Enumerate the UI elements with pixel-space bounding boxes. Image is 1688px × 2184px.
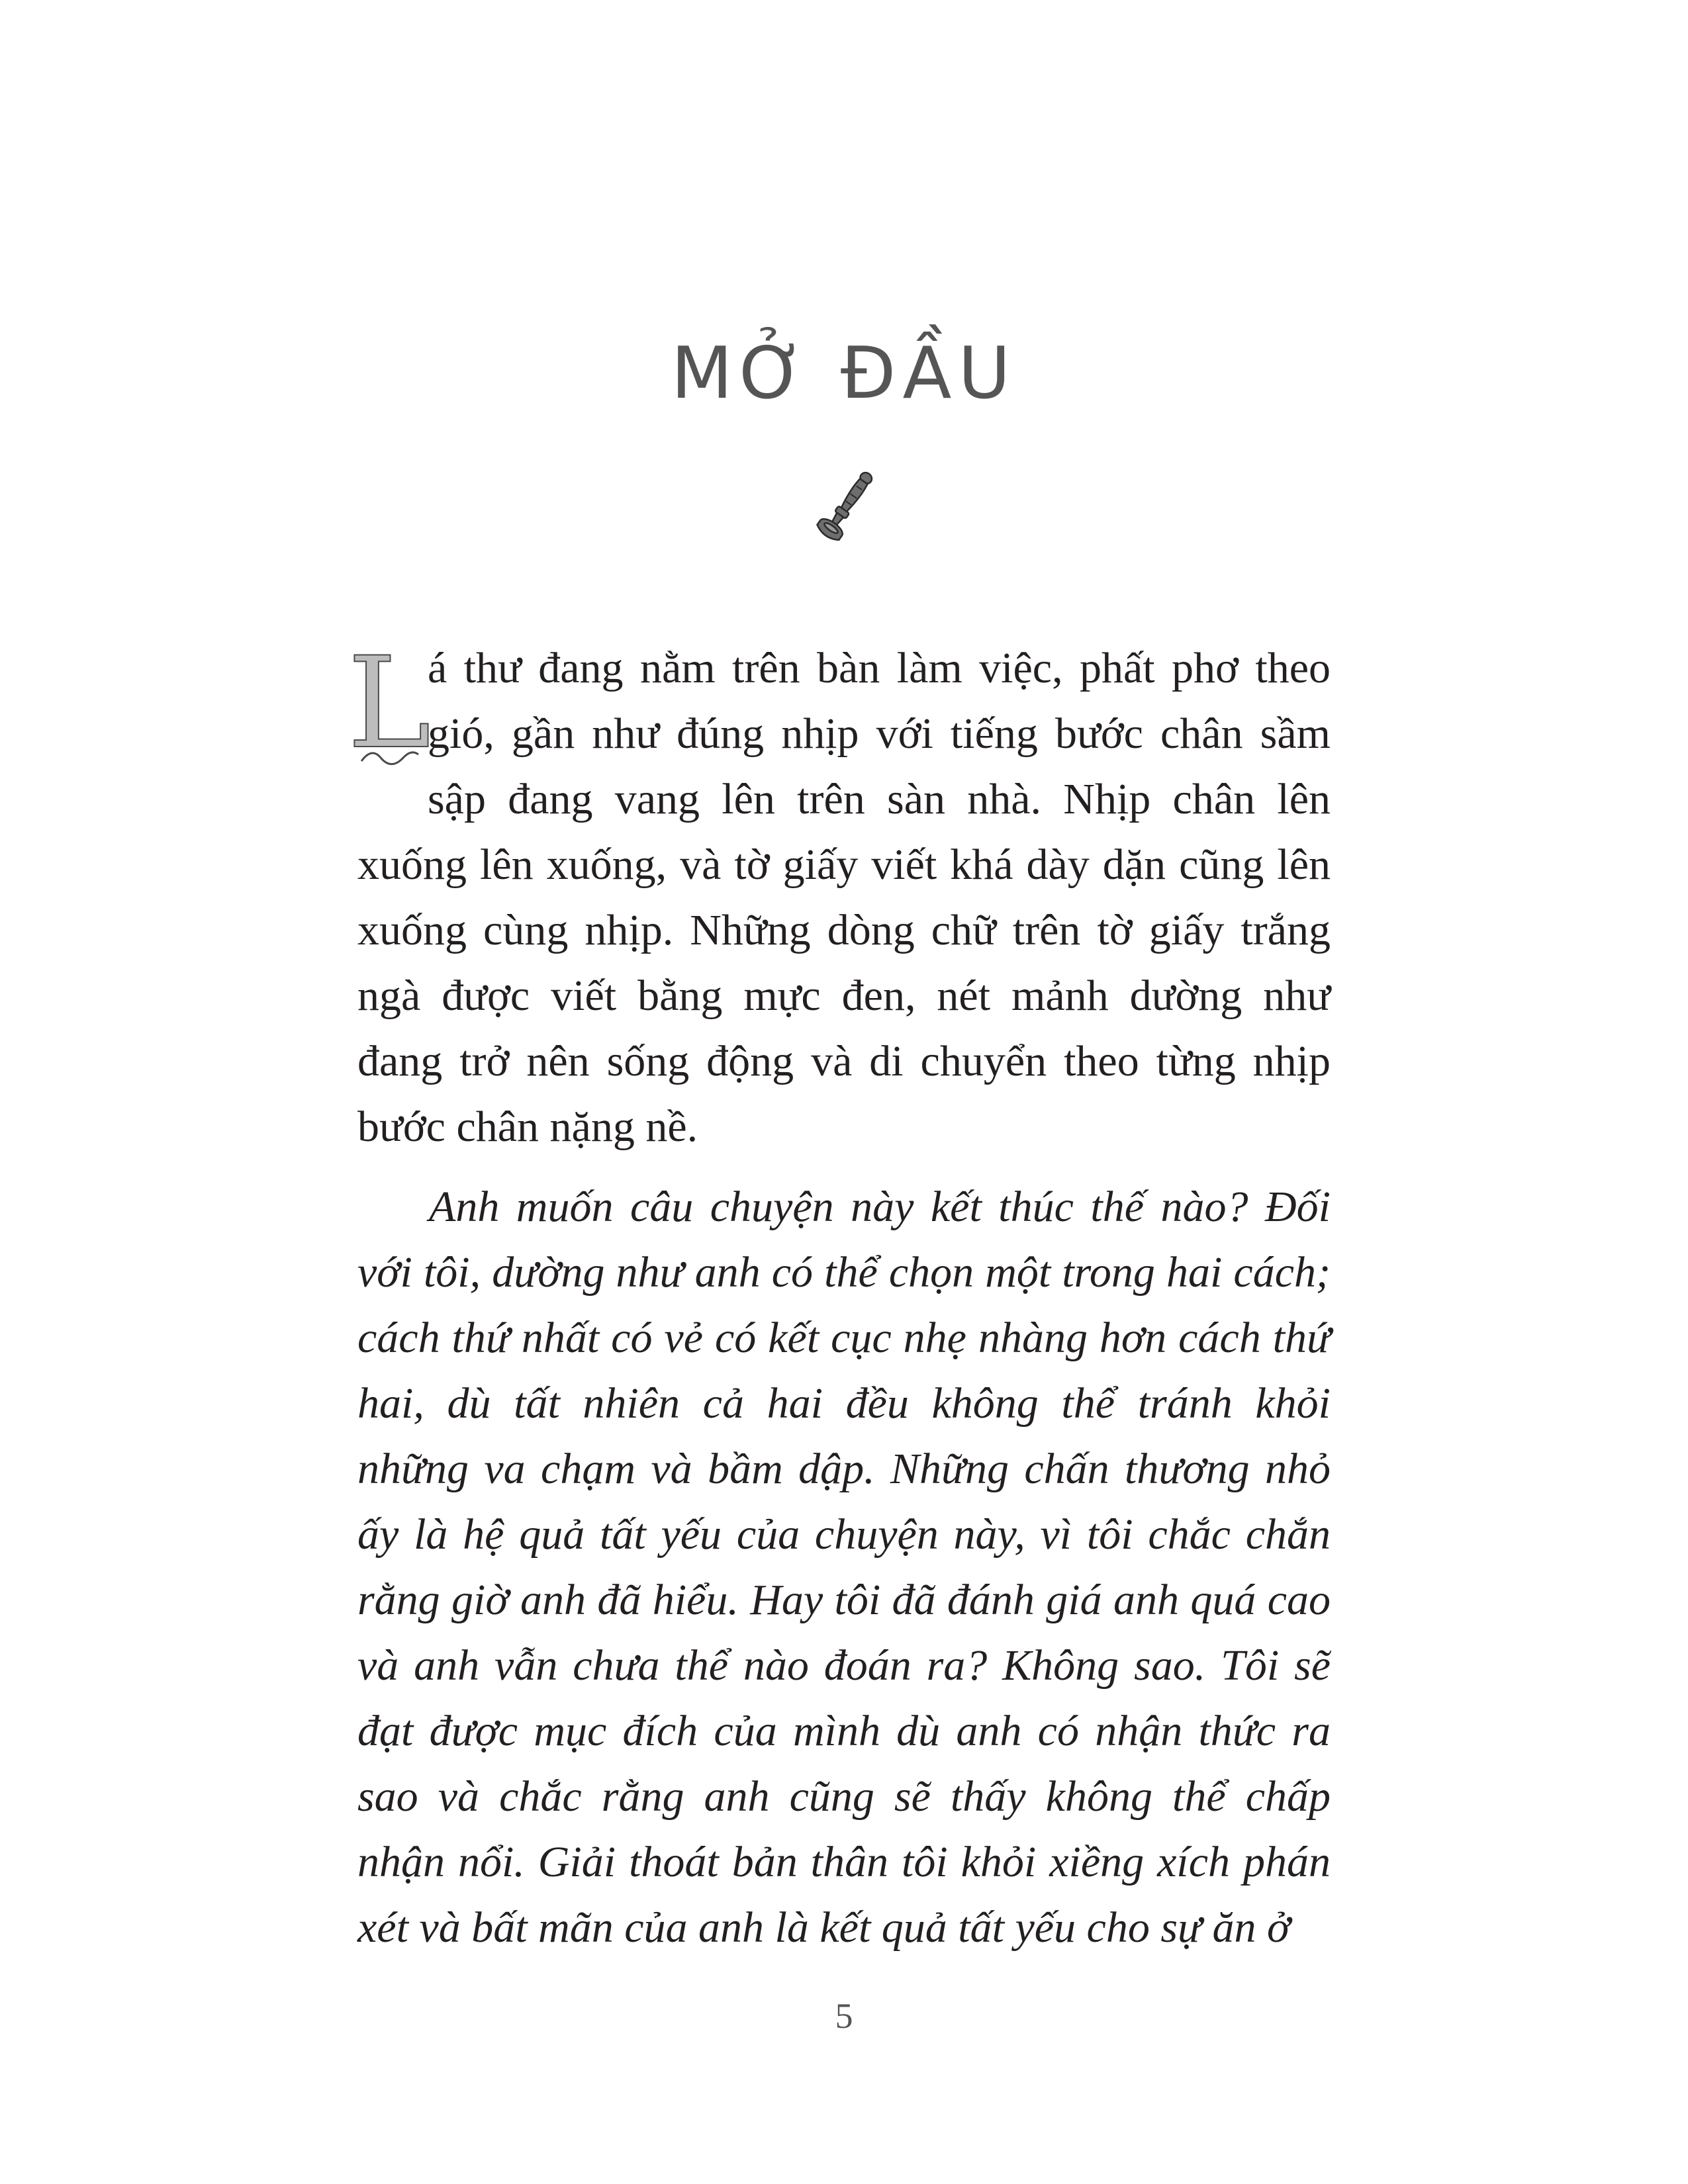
page-number: 5 — [835, 1996, 853, 2036]
paragraph-2 — [357, 1174, 1331, 1960]
wax-seal-stamp-icon — [804, 463, 884, 556]
paragraph-1-text: á thư đang nằm trên bàn làm việc, phất phơ theo gió, gần như đúng nhịp với tiếng bước chân sầm sập đang vang lên trên sàn nhà. Nhịp chân lên xuống lên xuống, và tờ giấy viết khá dày dặn cũng lên xuống cùng nhịp. Những dòng chữ trên tờ giấy trắng ngà được viết bằng mực đen, nét mảnh dường như đang trở nên sống động và di chuyển theo từng nhịp bước chân nặng nề. — [357, 644, 1331, 1151]
chapter-title: MỞ ĐẦU — [671, 332, 1017, 415]
body-text — [347, 630, 1331, 1960]
paragraph-1 — [347, 630, 1331, 1160]
drop-cap-letter: L — [347, 630, 432, 776]
paragraph-2-text: Anh muốn câu chuyện này kết thúc thế nào? Đối với tôi, dường như anh có thể chọn một trong hai cách; cách thứ nhất có vẻ có kết cục nhẹ nhàng hơn cách thứ hai, dù tất nhiên cả hai đều không thể tránh khỏi những va chạm và bầm dập. Những chấn thương nhỏ ấy là hệ quả tất yếu của chuyện này, vì tôi chắc chắn rằng giờ anh đã hiểu. Hay tôi đã đánh giá anh quá cao và anh vẫn chưa thể nào đoán ra? Không sao. Tôi sẽ đạt được mục đích của mình dù anh có nhận thức ra sao và chắc rằng anh cũng sẽ thấy không thể chấp nhận nổi. Giải thoát bản thân tôi khỏi xiềng xích phán xét và bất mãn của anh là kết quả tất yếu cho sự ăn ở — [357, 1183, 1331, 1952]
drop-cap-ornamental-l — [347, 630, 432, 776]
